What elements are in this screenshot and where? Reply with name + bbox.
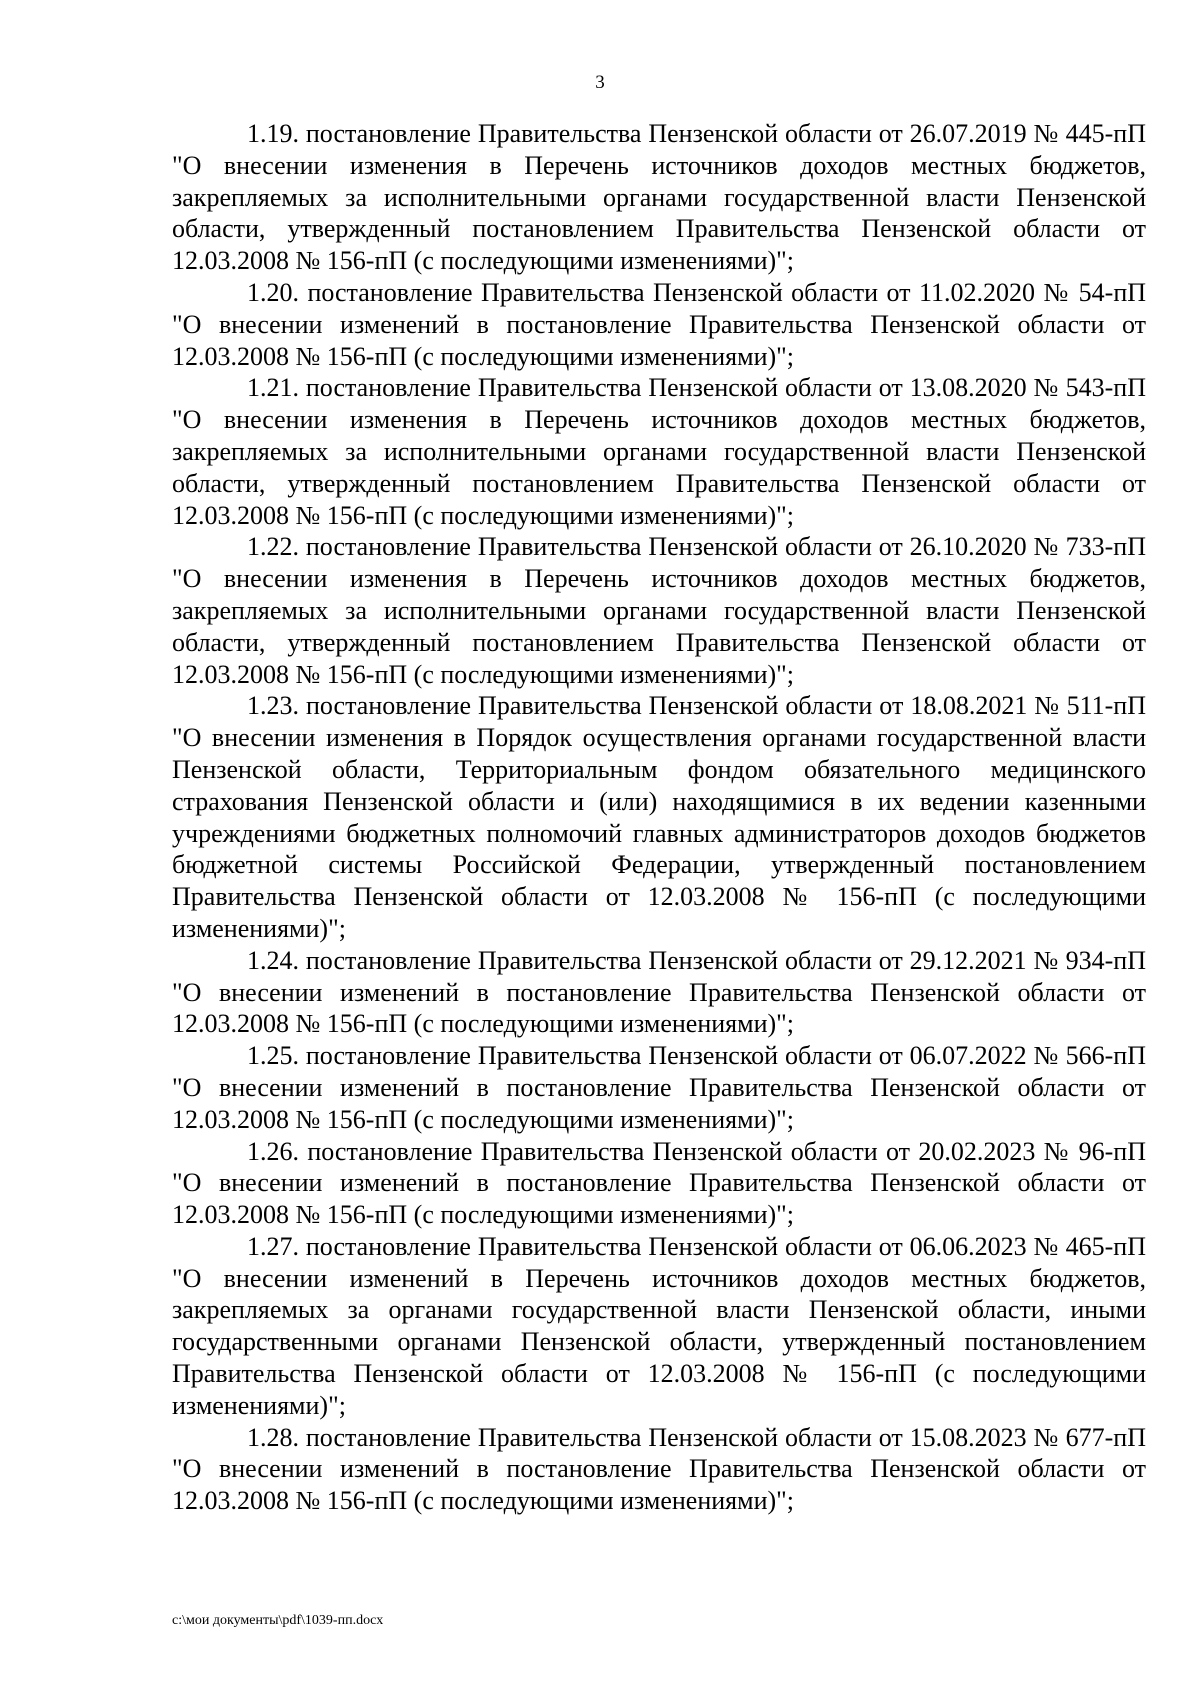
paragraph-number: 1.26. [247, 1136, 299, 1166]
paragraph-1-21 [172, 372, 1146, 531]
paragraph-text: постановление Правительства Пензенской области от 18.08.2021 № 511-пП "О внесении изменения в Порядок осуществления органами государственной власти Пензенской области, Территориальным фондом обязательного медицинского страхования Пензенской области и (или) находящимися в их ведении казенными учреждениями бюджетных полномочий главных администраторов доходов бюджетов бюджетной системы Российской Федерации, утвержденный постановлением Правительства Пензенской области от 12.03.2008 № 156-пП (с последующими изменениями)"; [172, 691, 1146, 943]
paragraph-text: постановление Правительства Пензенской области от 15.08.2023 № 677-пП "О внесении изменений в постановление Правительства Пензенской области от 12.03.2008 № 156-пП (с последующими изменениями)"; [172, 1422, 1146, 1516]
paragraph-number: 1.19. [247, 119, 299, 148]
paragraph-number: 1.21. [247, 373, 299, 403]
paragraph-1-23 [172, 690, 1146, 944]
paragraph-1-25 [172, 1040, 1146, 1135]
paragraph-text: постановление Правительства Пензенской области от 29.12.2021 № 934-пП "О внесении изменений в постановление Правительства Пензенской области от 12.03.2008 № 156-пП (с последующими изменениями)"; [172, 945, 1146, 1039]
paragraph-number: 1.27. [247, 1231, 299, 1261]
paragraph-number: 1.23. [247, 691, 299, 721]
paragraph-1-28 [172, 1422, 1146, 1517]
footer-file-path: c:\мои документы\pdf\1039-пп.docx [172, 1613, 384, 1628]
paragraph-text: постановление Правительства Пензенской области от 11.02.2020 № 54-пП "О внесении изменений в постановление Правительства Пензенской области от 12.03.2008 № 156-пП (с последующими изменениями)"; [172, 277, 1147, 371]
paragraph-1-26 [172, 1136, 1146, 1231]
document-body [172, 118, 1146, 1517]
paragraph-number: 1.24. [247, 945, 299, 975]
paragraph-1-27 [172, 1231, 1146, 1422]
paragraph-text: постановление Правительства Пензенской области от 13.08.2020 № 543-пП "О внесении изменения в Перечень источников доходов местных бюджетов, закрепляемых за исполнительными органами государственной власти Пензенской области, утвержденный постановлением Правительства Пензенской области от 12.03.2008 № 156-пП (с последующими изменениями)"; [172, 373, 1146, 530]
paragraph-text: постановление Правительства Пензенской области от 26.10.2020 № 733-пП "О внесении изменения в Перечень источников доходов местных бюджетов, закрепляемых за исполнительными органами государственной власти Пензенской области, утвержденный постановлением Правительства Пензенской области от 12.03.2008 № 156-пП (с последующими изменениями)"; [172, 532, 1146, 689]
paragraph-text: постановление Правительства Пензенской области от 26.07.2019 № 445-пП "О внесении изменения в Перечень источников доходов местных бюджетов, закрепляемых за исполнительными органами государственной власти Пензенской области, утвержденный постановлением Правительства Пензенской области от 12.03.2008 № 156-пП (с последующими изменениями)"; [172, 119, 1146, 276]
paragraph-1-22 [172, 531, 1146, 690]
page-number: 3 [595, 72, 605, 93]
paragraph-1-20 [172, 277, 1146, 372]
paragraph-number: 1.25. [247, 1041, 299, 1071]
paragraph-text: постановление Правительства Пензенской области от 06.07.2022 № 566-пП "О внесении изменений в постановление Правительства Пензенской области от 12.03.2008 № 156-пП (с последующими изменениями)"; [172, 1041, 1146, 1134]
paragraph-1-19 [172, 118, 1146, 277]
paragraph-number: 1.20. [247, 277, 299, 307]
paragraph-text: постановление Правительства Пензенской области от 06.06.2023 № 465-пП "О внесении изменений в Перечень источников доходов местных бюджетов, закрепляемых за органами государственной власти Пензенской области, иными государственными органами Пензенской области, утвержденный постановлением Правительства Пензенской области от 12.03.2008 № 156-пП (с последующими изменениями)"; [172, 1231, 1146, 1420]
paragraph-text: постановление Правительства Пензенской области от 20.02.2023 № 96-пП "О внесении изменений в постановление Правительства Пензенской области от 12.03.2008 № 156-пП (с последующими изменениями)"; [172, 1136, 1147, 1230]
paragraph-1-24 [172, 945, 1146, 1040]
paragraph-number: 1.22. [247, 532, 299, 562]
paragraph-number: 1.28. [247, 1422, 299, 1452]
